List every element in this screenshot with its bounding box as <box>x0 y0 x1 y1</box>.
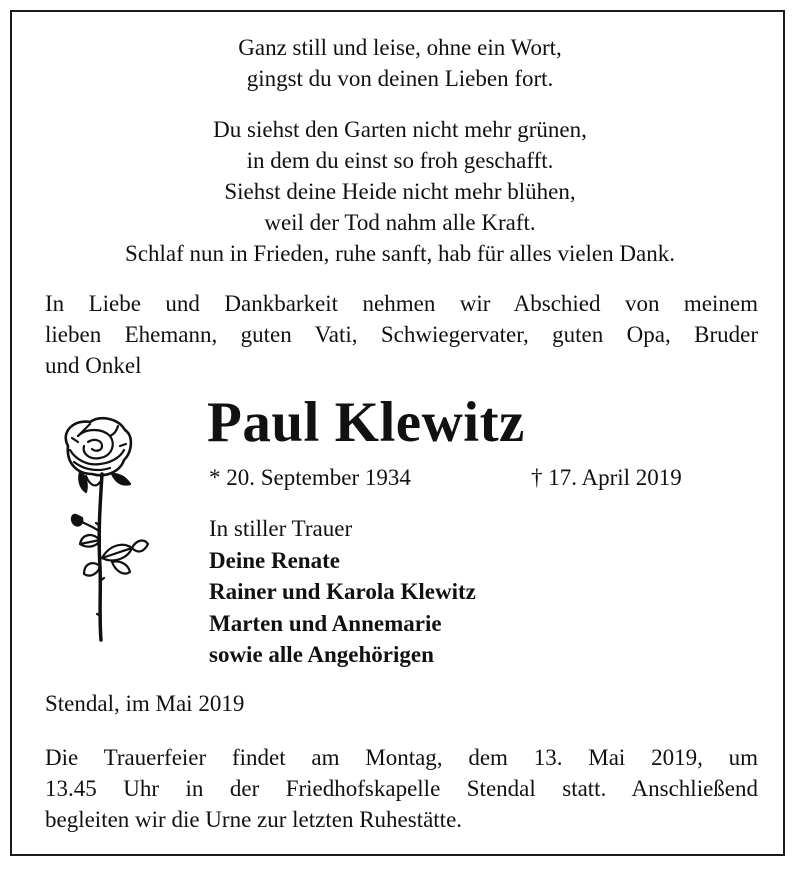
mourner-name: Rainer und Karola Klewitz <box>209 579 476 604</box>
poem-line: Schlaf nun in Frieden, ruhe sanft, hab für alles vielen Dank. <box>125 241 675 266</box>
funeral-line: begleiten wir die Urne zur letzten Ruhestätte. <box>45 807 463 832</box>
place-date: Stendal, im Mai 2019 <box>45 691 245 716</box>
poem-line: gingst du von deinen Lieben fort. <box>246 66 554 91</box>
poem-line: in dem du einst so froh geschafft. <box>246 148 554 173</box>
poem-stanza-2 <box>20 114 780 269</box>
funeral-info <box>45 742 758 835</box>
poem-line: Du siehst den Garten nicht mehr grünen, <box>213 117 587 142</box>
poem-stanza-1 <box>20 32 780 94</box>
poem-line: Ganz still und leise, ohne ein Wort, <box>238 35 562 60</box>
mourner-name: Marten und Annemarie <box>209 610 442 636</box>
intro-line: In Liebe und Dankbarkeit nehmen wir Abschied von meinem <box>45 291 758 316</box>
rose-icon <box>50 416 150 644</box>
mourners-block <box>209 513 476 671</box>
death-date: † 17. April 2019 <box>531 465 682 490</box>
funeral-line: Die Trauerfeier findet am Montag, dem 13. Mai 2019, um <box>45 745 758 770</box>
intro-line: und Onkel <box>45 353 142 378</box>
birth-date: * 20. September 1934 <box>209 465 411 490</box>
mourner-name: Deine Renate <box>209 547 340 573</box>
deceased-name: Paul Klewitz <box>207 391 525 454</box>
mourning-intro: In stiller Trauer <box>209 516 353 541</box>
farewell-intro <box>45 288 758 381</box>
funeral-line: 13.45 Uhr in der Friedhofskapelle Stendal statt. Anschließend <box>45 776 758 801</box>
mourner-name: sowie alle Angehörigen <box>209 642 434 667</box>
intro-line: lieben Ehemann, guten Vati, Schwiegervater, guten Opa, Bruder <box>45 322 758 347</box>
poem-line: weil der Tod nahm alle Kraft. <box>264 210 536 235</box>
poem-line: Siehst deine Heide nicht mehr blühen, <box>224 179 576 204</box>
